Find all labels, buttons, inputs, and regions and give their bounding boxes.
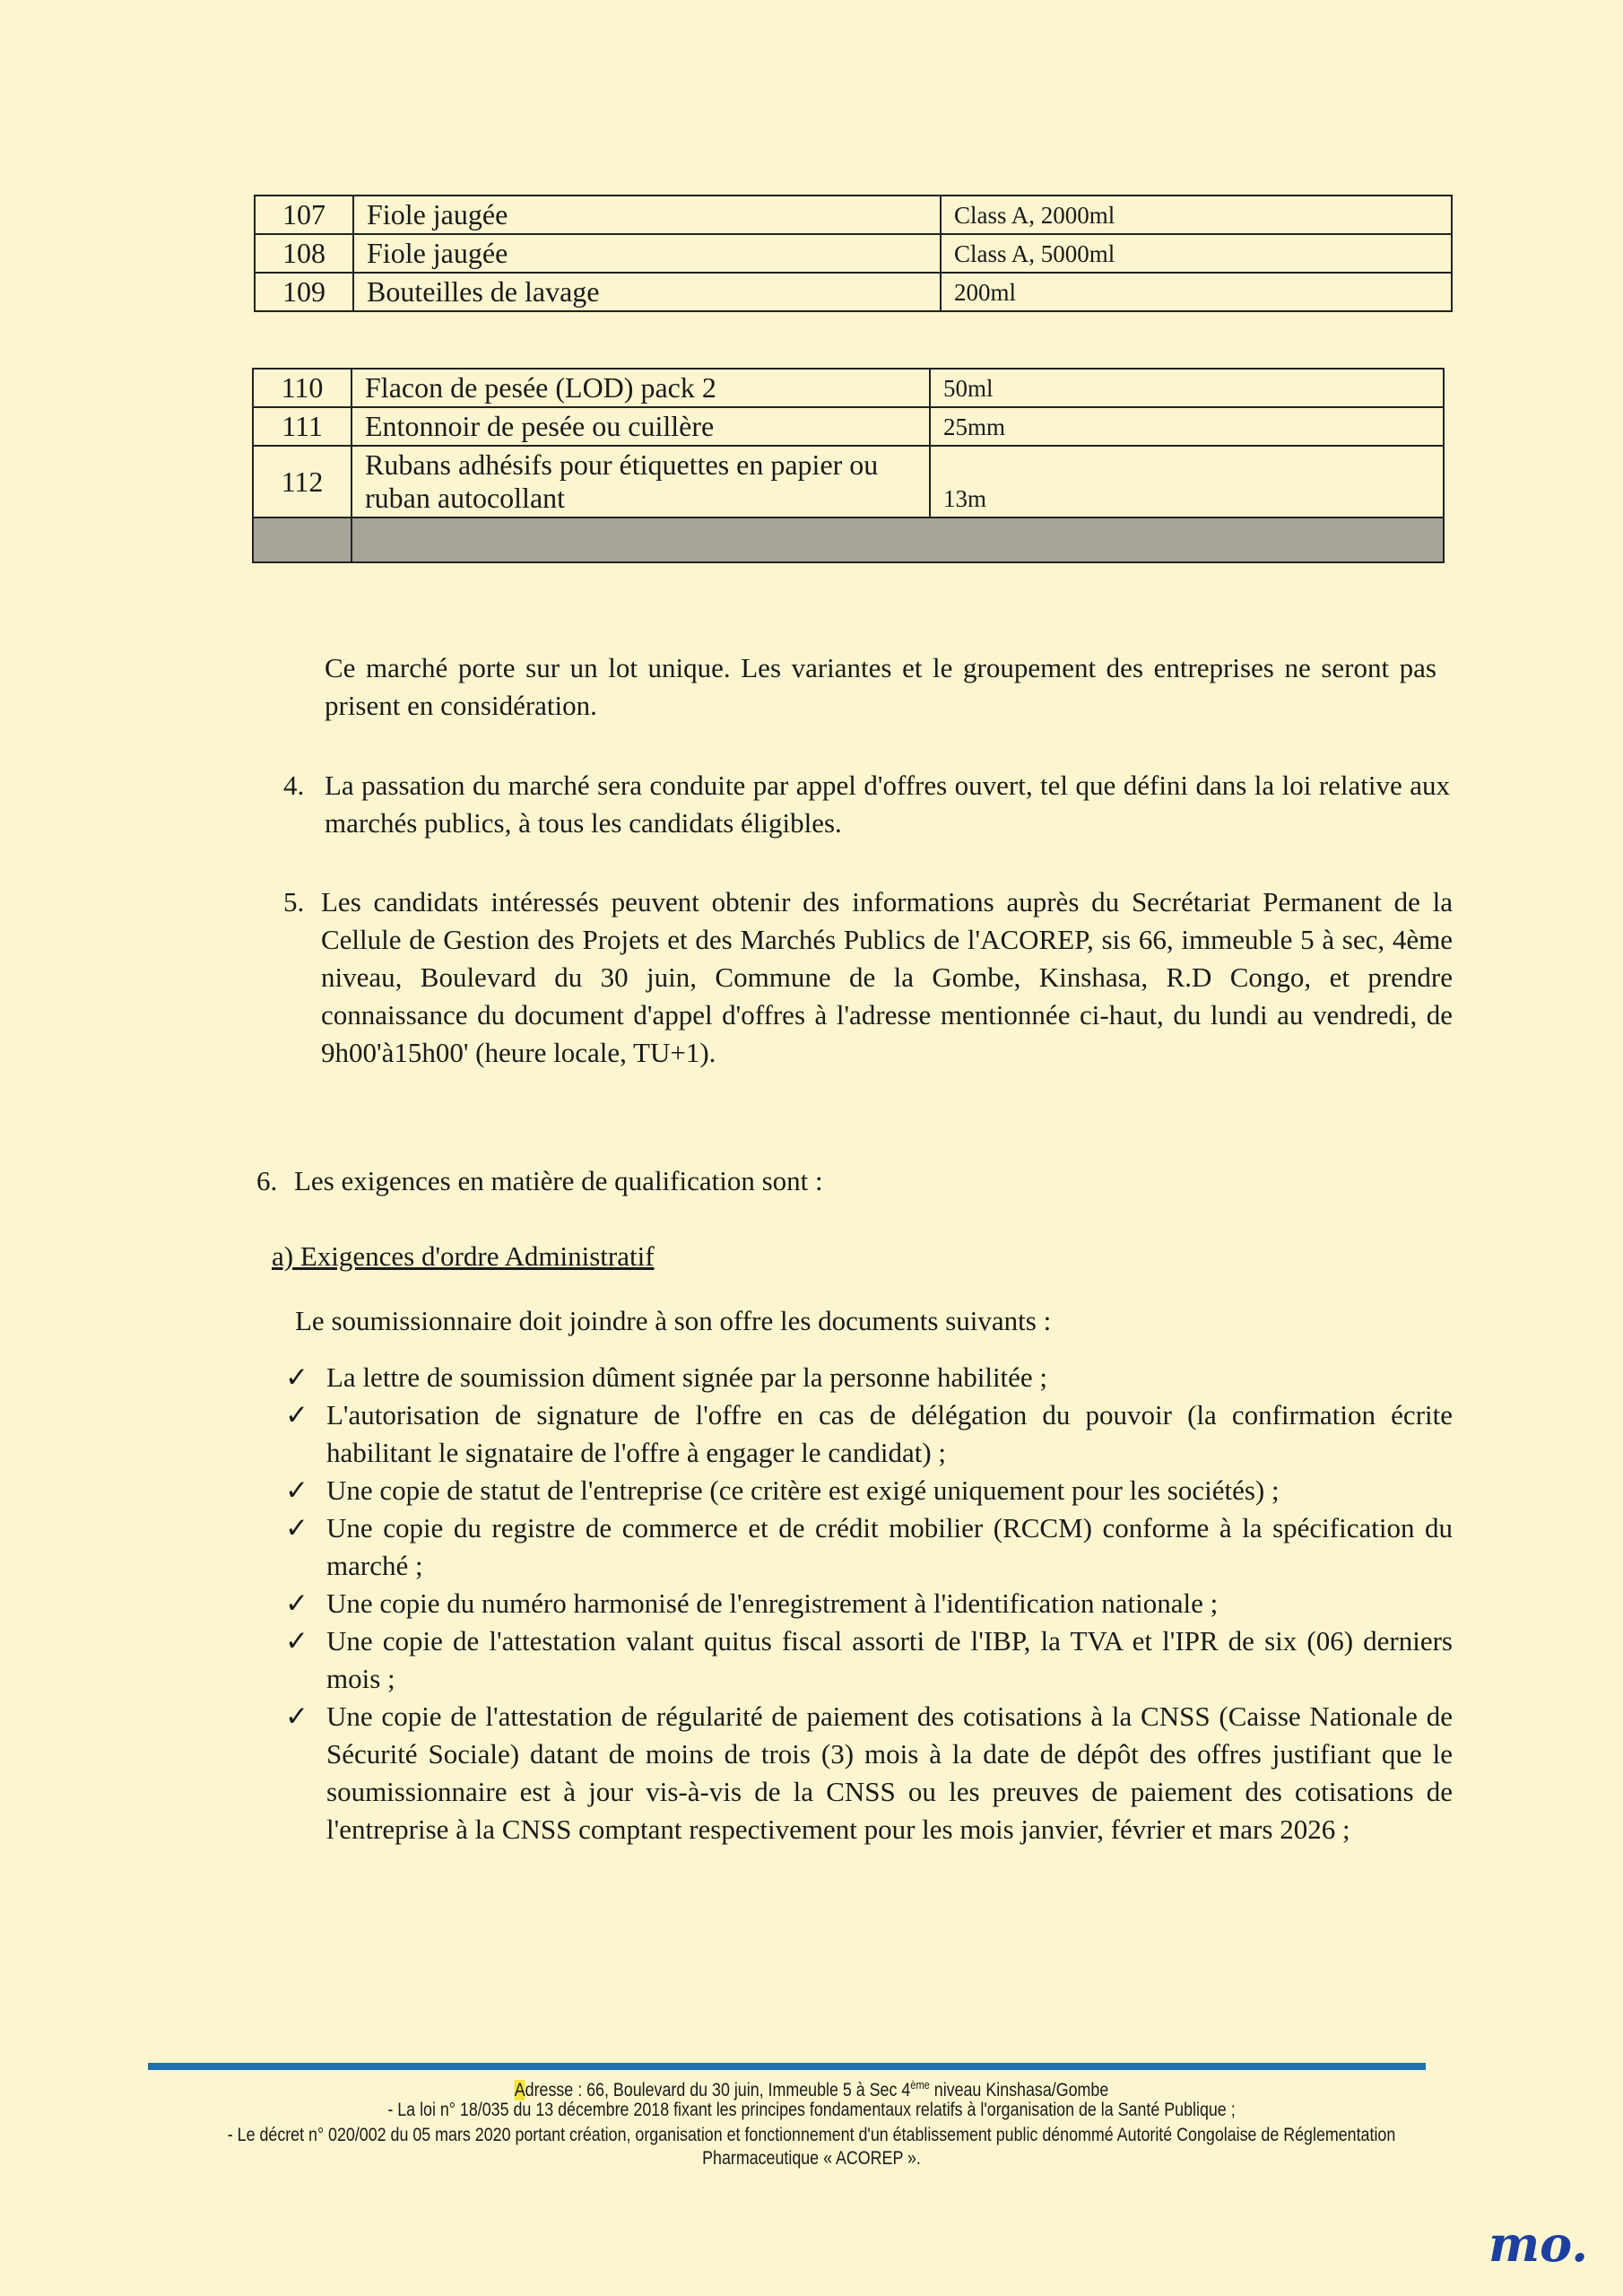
item-6-text: Les exigences en matière de qualification sont :: [294, 1165, 823, 1196]
table-row: [253, 446, 1444, 517]
table-row: [253, 407, 1444, 446]
item-number: 109: [255, 273, 353, 311]
checkmark-icon: ✓: [285, 1512, 308, 1544]
documents-intro: Le soumissionnaire doit joindre à son offre les documents suivants :: [295, 1305, 1052, 1336]
footer-law: - La loi n° 18/035 du 13 décembre 2018 fixant les principes fondamentaux relatifs à l'organisation de la Santé Publique ;: [387, 2100, 1236, 2120]
footer-rule: [148, 2063, 1426, 2070]
empty-cell: [352, 517, 1444, 562]
item-5-text: Les candidats intéressés peuvent obtenir des informations auprès du Secrétariat Permanent de la Cellule de Gestion des Projets et des Marchés Publics de l'ACOREP, sis 66, immeuble 5 à sec, 4ème niveau, Boulevard du 30 juin, Commune de la Gombe, Kinshasa, R.D Congo, et prendre connaissance du document d'appel d'offres à l'adresse mentionnée ci-haut, du lundi au vendredi, de 9h00'à15h00' (heure locale, TU+1).: [321, 886, 1453, 1068]
checklist-item: [285, 1396, 1453, 1472]
checkmark-icon: ✓: [285, 1361, 308, 1393]
checklist-text: Une copie du registre de commerce et de crédit mobilier (RCCM) conforme à la spécification du marché ;: [326, 1512, 1453, 1581]
table-row: [255, 273, 1452, 311]
equipment-table-1: [254, 195, 1453, 312]
table-row: [253, 369, 1444, 407]
item-6-number: 6.: [256, 1165, 278, 1196]
checklist-text: Une copie de statut de l'entreprise (ce critère est exigé uniquement pour les sociétés) ;: [326, 1474, 1280, 1506]
item-4-number: 4.: [283, 770, 305, 801]
item-name: Bouteilles de lavage: [353, 273, 941, 311]
checklist-text: Une copie de l'attestation valant quitus fiscal assorti de l'IBP, la TVA et l'IPR de six (06) derniers mois ;: [326, 1625, 1453, 1694]
checkmark-icon: ✓: [285, 1625, 308, 1657]
item-spec: Class A, 2000ml: [941, 196, 1452, 234]
item-spec: 50ml: [930, 369, 1444, 407]
checklist-item: [285, 1509, 1453, 1585]
footer-decree: - Le décret n° 020/002 du 05 mars 2020 portant création, organisation et fonctionnement d'un établissement public dénommé Autorité Congolaise de Réglementation Pharmaceutique « ACOREP ».: [227, 2125, 1396, 2169]
item-number: 107: [255, 196, 353, 234]
item-spec: 200ml: [941, 273, 1452, 311]
item-name: Rubans adhésifs pour étiquettes en papier ou ruban autocollant: [352, 446, 930, 517]
address-text: dresse : 66, Boulevard du 30 juin, Immeuble 5 à Sec 4: [525, 2080, 911, 2100]
item-spec: 25mm: [930, 407, 1444, 446]
item-spec: Class A, 5000ml: [941, 234, 1452, 273]
checklist-text: La lettre de soumission dûment signée par la personne habilitée ;: [326, 1361, 1048, 1393]
item-number: 112: [253, 446, 352, 517]
checklist-text: L'autorisation de signature de l'offre en cas de délégation du pouvoir (la confirmation écrite habilitant le signataire de l'offre à engager le candidat) ;: [326, 1399, 1453, 1468]
checklist-item: [285, 1472, 1453, 1509]
empty-cell: [253, 517, 352, 562]
checklist-item: [285, 1585, 1453, 1622]
item-name: Flacon de pesée (LOD) pack 2: [352, 369, 930, 407]
table-row: [255, 234, 1452, 273]
checklist-text: Une copie de l'attestation de régularité de paiement des cotisations à la CNSS (Caisse Nationale de Sécurité Sociale) datant de moins de trois (3) mois à la date de dépôt des offres justifiant que le soumissionnaire est à jour vis-à-vis de la CNSS ou les preuves de paiement des cotisations de l'entreprise à la CNSS comptant respectivement pour les mois janvier, février et mars 2026 ;: [326, 1700, 1453, 1845]
item-number: 111: [253, 407, 352, 446]
item-number: 108: [255, 234, 353, 273]
address-sup: ème: [910, 2078, 930, 2092]
item-5-number: 5.: [283, 886, 305, 918]
checklist-item: [285, 1622, 1453, 1698]
table-row: [255, 196, 1452, 234]
checklist-text: Une copie du numéro harmonisé de l'enregistrement à l'identification nationale ;: [326, 1587, 1219, 1619]
handwritten-initials: mo.: [1488, 2215, 1589, 2273]
checklist-item: [285, 1359, 1453, 1396]
checkmark-icon: ✓: [285, 1587, 308, 1619]
documents-checklist: [285, 1359, 1453, 1848]
empty-shaded-row: [253, 517, 1444, 562]
equipment-table-2: [252, 368, 1445, 563]
checkmark-icon: ✓: [285, 1399, 308, 1431]
lot-paragraph: Ce marché porte sur un lot unique. Les variantes et le groupement des entreprises ne seront pas prisent en considération.: [325, 652, 1436, 721]
item-name: Fiole jaugée: [353, 196, 941, 234]
section-a-heading: a) Exigences d'ordre Administratif: [272, 1240, 655, 1272]
item-name: Entonnoir de pesée ou cuillère: [352, 407, 930, 446]
item-4-text: La passation du marché sera conduite par appel d'offres ouvert, tel que défini dans la loi relative aux marchés publics, à tous les candidats éligibles.: [325, 770, 1450, 839]
item-name: Fiole jaugée: [353, 234, 941, 273]
checklist-item: [285, 1698, 1453, 1848]
checkmark-icon: ✓: [285, 1700, 308, 1732]
item-spec: 13m: [930, 446, 1444, 517]
address-highlight: A: [514, 2080, 525, 2100]
item-number: 110: [253, 369, 352, 407]
checkmark-icon: ✓: [285, 1474, 308, 1506]
address-end: niveau Kinshasa/Gombe: [929, 2080, 1109, 2100]
